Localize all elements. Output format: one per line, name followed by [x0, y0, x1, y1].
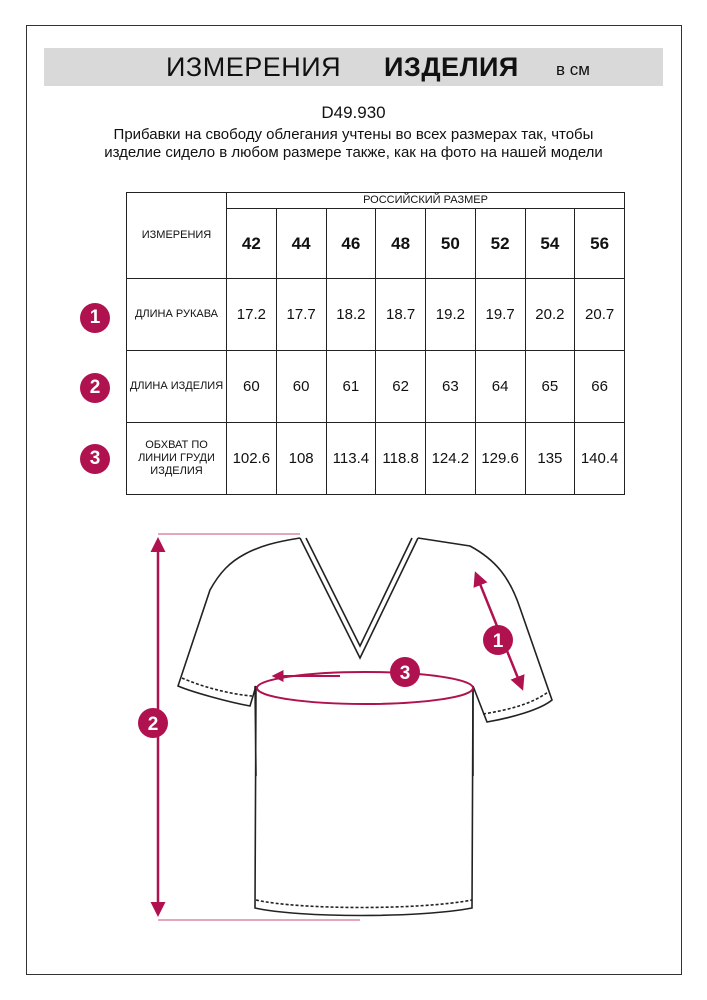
table-cell: 19.2	[426, 279, 476, 351]
table-cell: 113.4	[326, 423, 376, 495]
row-label: ДЛИНА РУКАВА	[127, 279, 227, 351]
table-row-garment-length	[127, 351, 625, 423]
table-cell: 17.2	[227, 279, 277, 351]
size-header: 48	[376, 209, 426, 279]
table-cell: 66	[575, 351, 625, 423]
table-cell: 65	[525, 351, 575, 423]
table-cell: 64	[475, 351, 525, 423]
table-cell: 60	[227, 351, 277, 423]
table-cell: 20.2	[525, 279, 575, 351]
table-cell: 118.8	[376, 423, 426, 495]
diagram-marker-1-label: 1	[492, 631, 504, 652]
size-header: 50	[426, 209, 476, 279]
table-cell: 18.7	[376, 279, 426, 351]
table-cell: 108	[276, 423, 326, 495]
table-cell: 63	[426, 351, 476, 423]
size-header: 42	[227, 209, 277, 279]
size-table	[126, 192, 625, 495]
tshirt-diagram-icon	[0, 520, 707, 940]
table-cell: 61	[326, 351, 376, 423]
header-title-part1: ИЗМЕРЕНИЯ	[166, 52, 342, 82]
row-number-badge-2: 2	[80, 373, 110, 403]
header-title-part2: ИЗДЕЛИЯ	[384, 52, 519, 82]
row-number-badge-1: 1	[80, 303, 110, 333]
table-cell: 60	[276, 351, 326, 423]
table-cell: 102.6	[227, 423, 277, 495]
diagram-marker-1	[483, 625, 513, 655]
size-header: 44	[276, 209, 326, 279]
size-header: 54	[525, 209, 575, 279]
fit-note: Прибавки на свободу облегания учтены во всех размерах так, чтобы изделие сидело в любом размере также, как на фото на нашей модели	[104, 126, 603, 161]
table-cell: 129.6	[475, 423, 525, 495]
table-cell: 19.7	[475, 279, 525, 351]
table-row-sleeve-length	[127, 279, 625, 351]
table-row-chest-girth	[127, 423, 625, 495]
article-code: D49.930	[321, 103, 386, 122]
table-cell: 62	[376, 351, 426, 423]
diagram-marker-3	[390, 657, 420, 687]
table-cell: 140.4	[575, 423, 625, 495]
table-cell: 20.7	[575, 279, 625, 351]
table-cell: 124.2	[426, 423, 476, 495]
header-unit: в см	[556, 60, 590, 79]
measure-arrow-icon	[158, 534, 522, 920]
tshirt-outline	[178, 538, 552, 916]
table-cell: 135	[525, 423, 575, 495]
corner-label: ИЗМЕРЕНИЯ	[127, 193, 227, 279]
size-header: 56	[575, 209, 625, 279]
row-number-badge-3: 3	[80, 444, 110, 474]
size-header: 52	[475, 209, 525, 279]
table-cell: 17.7	[276, 279, 326, 351]
diagram-marker-2	[138, 708, 168, 738]
row-label: ОБХВАТ ПО ЛИНИИ ГРУДИ ИЗДЕЛИЯ	[127, 423, 227, 495]
size-group-header: РОССИЙСКИЙ РАЗМЕР	[227, 193, 625, 209]
table-cell: 18.2	[326, 279, 376, 351]
size-header: 46	[326, 209, 376, 279]
diagram-marker-3-label: 3	[399, 663, 411, 684]
diagram-marker-2-label: 2	[147, 714, 159, 735]
row-label: ДЛИНА ИЗДЕЛИЯ	[127, 351, 227, 423]
